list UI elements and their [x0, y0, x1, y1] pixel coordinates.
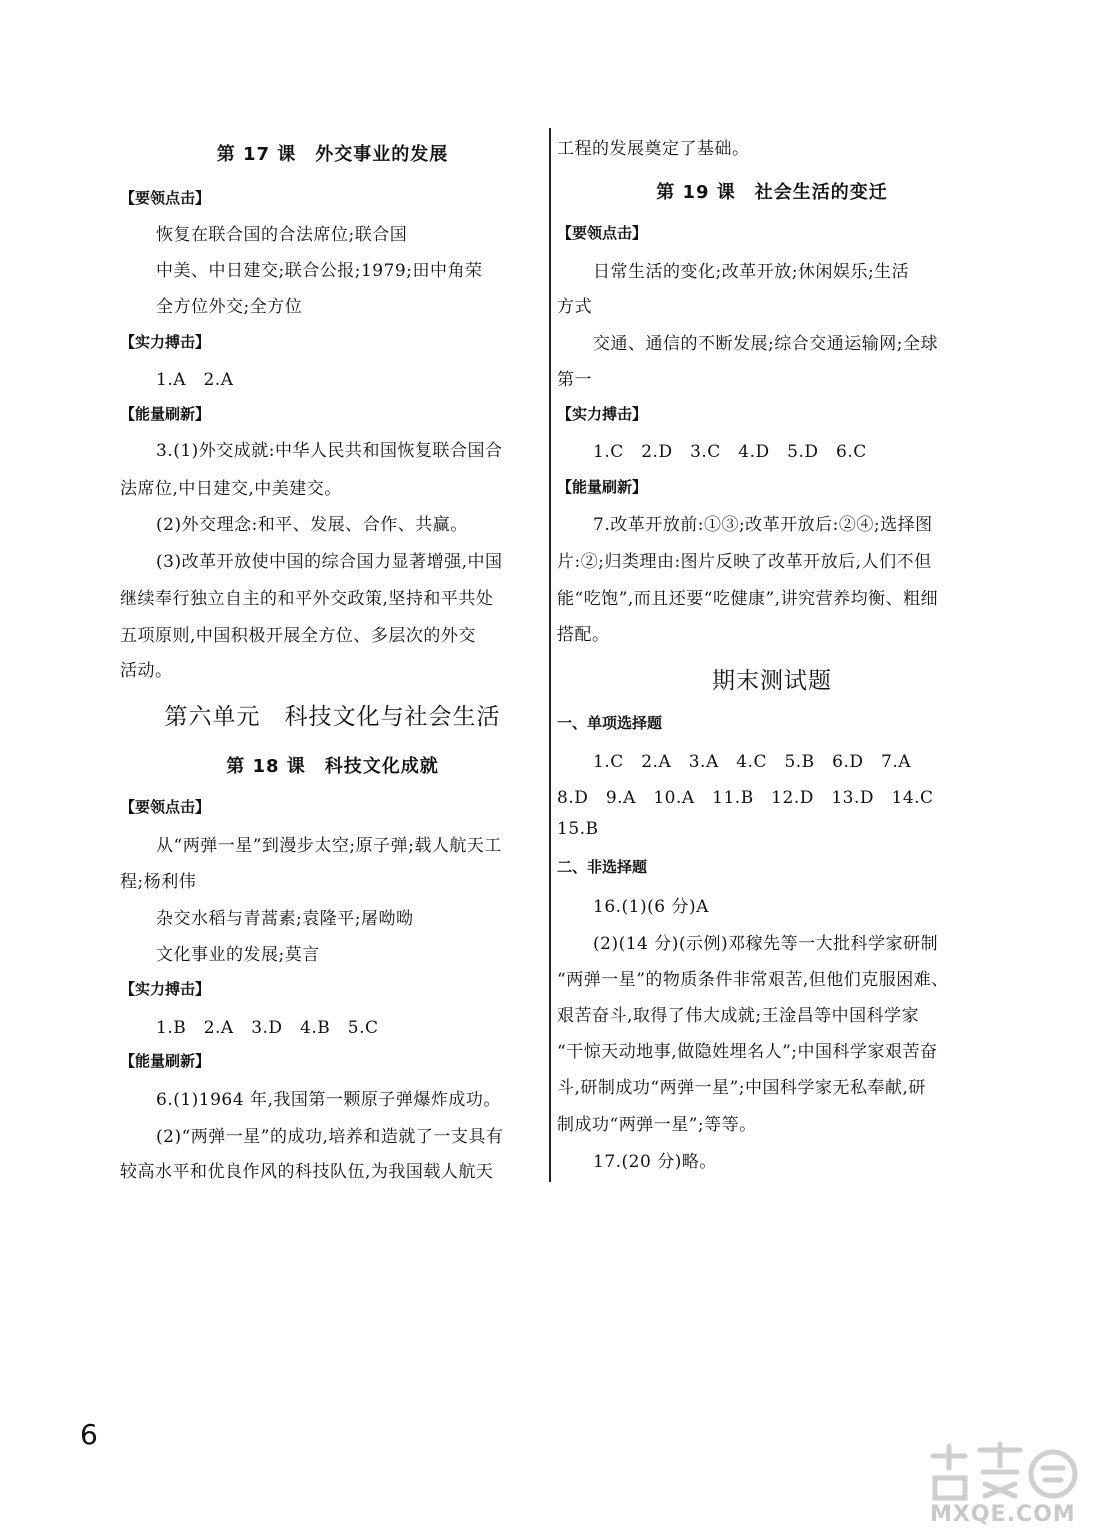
section-heading: 【能量刷新】 — [120, 405, 211, 423]
text-line: 第一 — [557, 370, 592, 390]
text-line: 搭配。 — [557, 625, 610, 645]
section-heading: 【要领点击】 — [120, 798, 211, 816]
text-line: 能“吃饱”,而且还要“吃健康”,讲究营养均衡、粗细 — [557, 589, 939, 609]
text-line: 杂交水稻与青蒿素;袁隆平;屠呦呦 — [156, 909, 414, 929]
text-line: 继续奉行独立自主的和平外交政策,坚持和平共处 — [120, 589, 494, 609]
section-heading: 【实力搏击】 — [120, 333, 211, 351]
text-line: 艰苦奋斗,取得了伟大成就;王淦昌等中国科学家 — [557, 1006, 920, 1026]
answer-line: 1.A 2.A — [156, 370, 234, 390]
text-line: 斗,研制成功“两弹一星”;中国科学家无私奉献,研 — [557, 1078, 926, 1098]
lesson-17-title: 第 17 课 外交事业的发展 — [216, 144, 449, 165]
text-line: (2)(14 分)(示例)邓稼先等一大批科学家研制 — [593, 934, 939, 954]
text-line: 从“两弹一星”到漫步太空;原子弹;载人航天工 — [156, 836, 502, 856]
section-heading: 【要领点击】 — [120, 189, 211, 207]
lesson-18-title: 第 18 课 科技文化成就 — [226, 756, 439, 777]
text-line: 中美、中日建交;联合公报;1979;田中角荣 — [156, 261, 483, 281]
text-line: 日常生活的变化;改革开放;休闲娱乐;生活 — [593, 262, 910, 282]
answer-line: 1.B 2.A 3.D 4.B 5.C — [156, 1018, 379, 1038]
text-line: “干惊天动地事,做隐姓埋名人”;中国科学家艰苦奋 — [557, 1042, 938, 1062]
section-heading: 【实力搏击】 — [557, 405, 648, 423]
section-heading: 一、单项选择题 — [557, 714, 663, 732]
section-heading: 二、非选择题 — [557, 858, 648, 876]
text-line: 五项原则,中国积极开展全方位、多层次的外交 — [120, 626, 476, 646]
lesson-19-title: 第 19 课 社会生活的变迁 — [656, 182, 888, 203]
text-line: 6.(1)1964 年,我国第一颗原子弹爆炸成功。 — [156, 1090, 501, 1110]
text-line: 17.(20 分)略。 — [593, 1152, 717, 1172]
text-line: (2)外交理念:和平、发展、合作、共赢。 — [156, 515, 468, 535]
answer-line: 1.C 2.D 3.C 4.D 5.D 6.C — [593, 442, 867, 462]
page-number: 6 — [80, 1418, 98, 1451]
text-line: 活动。 — [120, 661, 173, 681]
answer-line: 1.C 2.A 3.A 4.C 5.B 6.D 7.A — [593, 752, 912, 772]
text-line: 程;杨利伟 — [120, 872, 197, 892]
answer-line: 8.D 9.A 10.A 11.B 12.D 13.D 14.C — [557, 788, 934, 808]
unit-6-title: 第六单元 科技文化与社会生活 — [164, 704, 501, 730]
text-line: 工程的发展奠定了基础。 — [557, 139, 750, 159]
final-exam-title: 期末测试题 — [712, 668, 832, 694]
text-line: 7.改革开放前:①③;改革开放后:②④;选择图 — [593, 515, 933, 535]
text-line: 较高水平和优良作风的科技队伍,为我国载人航天 — [120, 1162, 494, 1182]
text-line: 文化事业的发展;莫言 — [156, 945, 320, 965]
text-line: 16.(1)(6 分)A — [593, 897, 709, 917]
text-line: (3)改革开放使中国的综合国力显著增强,中国 — [156, 552, 503, 572]
text-line: 交通、通信的不断发展;综合交通运输网;全球 — [593, 334, 938, 354]
text-line: 恢复在联合国的合法席位;联合国 — [156, 225, 408, 245]
watermark-url: MXQE.COM — [930, 1502, 1076, 1527]
section-heading: 【要领点击】 — [557, 224, 648, 242]
text-line: 方式 — [557, 297, 592, 317]
text-line: 制成功“两弹一星”;等等。 — [557, 1115, 757, 1135]
answer-line: 15.B — [557, 819, 599, 839]
text-line: “两弹一星”的物质条件非常艰苦,但他们克服困难、 — [557, 970, 949, 990]
section-heading: 【能量刷新】 — [120, 1052, 211, 1070]
text-line: (2)“两弹一星”的成功,培养和造就了一支具有 — [156, 1127, 504, 1147]
section-heading: 【实力搏击】 — [120, 980, 211, 998]
text-line: 片:②;归类理由:图片反映了改革开放后,人们不但 — [557, 552, 932, 572]
text-line: 全方位外交;全方位 — [156, 297, 303, 317]
text-line: 3.(1)外交成就:中华人民共和国恢复联合国合 — [156, 441, 503, 461]
text-line: 法席位,中日建交,中美建交。 — [120, 479, 342, 499]
section-heading: 【能量刷新】 — [557, 478, 648, 496]
